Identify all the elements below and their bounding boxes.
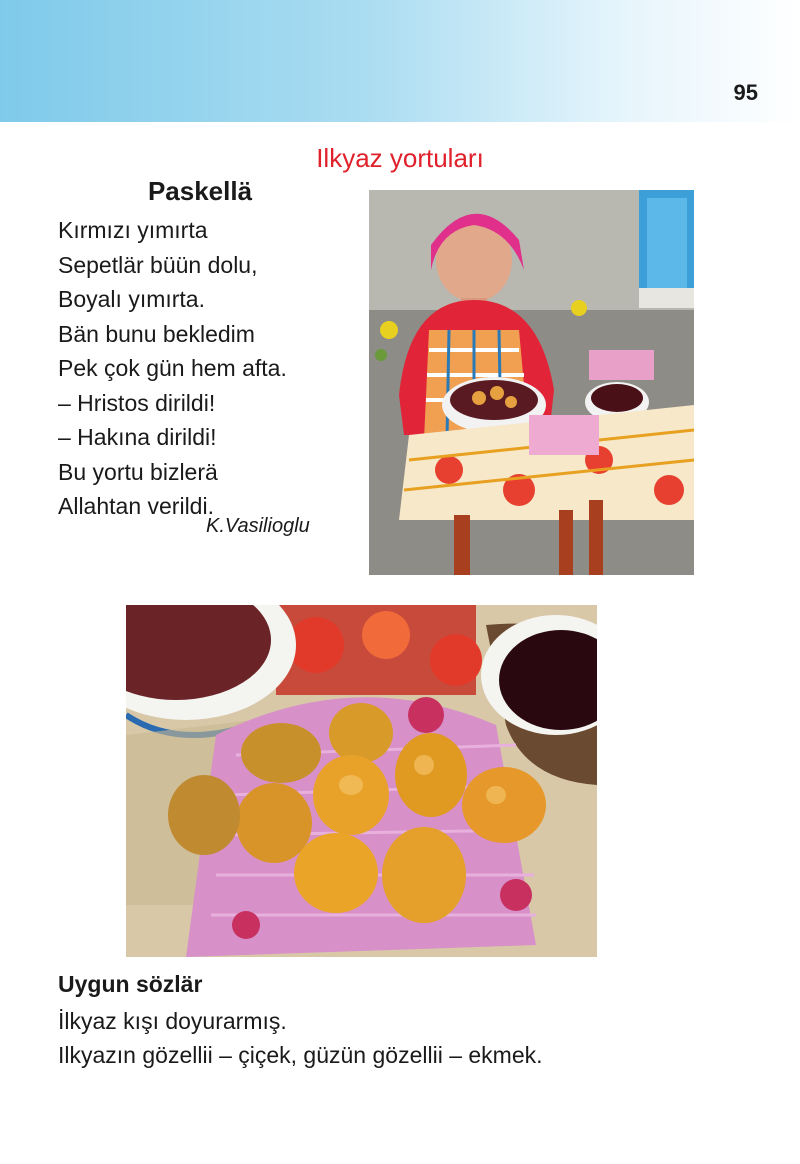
poem-line: Sepetlär büün dolu, <box>58 251 258 278</box>
sayings-title: Uygun sözlär <box>58 971 203 997</box>
saying-line: İlkyaz kışı doyurarmış. <box>58 1008 287 1034</box>
poem-line: Kırmızı yımırta <box>58 217 208 243</box>
sayings-text <box>58 1004 543 1072</box>
poem-line: Pek çok gün hem afta. <box>58 355 287 381</box>
photo-dyed-eggs <box>126 605 597 957</box>
poem-line: Bän bunu bekledim <box>58 320 255 347</box>
saying-line: Ilkyazın gözellii – çiçek, güzün gözellii – ekmek. <box>58 1042 543 1068</box>
poem-line: Allahtan verildi. <box>58 493 214 519</box>
poem-line: Boyalı yımırta. <box>58 286 205 312</box>
section-title: Ilkyaz yortuları <box>316 143 484 173</box>
poem-line: – Hristos dirildi! <box>58 389 216 416</box>
page-number: 95 <box>733 80 758 105</box>
poem-line: Bu yortu bizlerä <box>58 458 218 485</box>
photo-woman-with-eggs <box>369 190 694 575</box>
header-band <box>0 0 800 122</box>
poem-author: K.Vasilioglu <box>206 515 310 537</box>
poem-line: – Hakına dirildi! <box>58 424 217 450</box>
poem-text <box>58 213 287 524</box>
poem-title: Paskellä <box>147 176 253 206</box>
